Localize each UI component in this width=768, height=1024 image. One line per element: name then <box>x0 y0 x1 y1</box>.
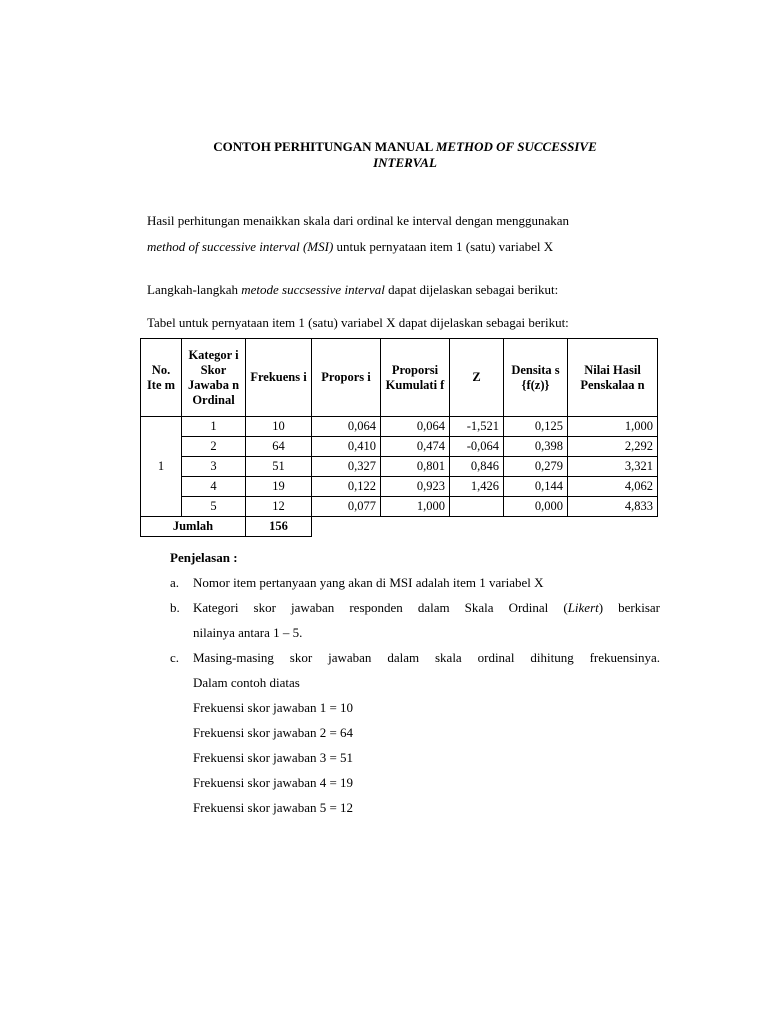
msi-table <box>140 338 658 537</box>
list-marker-b: b. <box>170 600 180 615</box>
b-line1-italic: Likert <box>567 600 599 615</box>
intro-line2-italic: method of successive interval (MSI) <box>147 239 334 254</box>
header-kategori: Kategor i Skor Jawaba n Ordinal <box>182 339 246 417</box>
header-proporsi-kumulatif: Proporsi Kumulati f <box>381 339 450 417</box>
cell-densitas: 0,125 <box>504 417 568 437</box>
cell-proporsi: 0,064 <box>312 417 381 437</box>
table-row <box>141 457 658 477</box>
cell-z: -1,521 <box>450 417 504 437</box>
intro-line2 <box>147 234 659 260</box>
cell-nilai: 4,062 <box>568 477 658 497</box>
title-part2: METHOD OF SUCCESSIVE <box>435 139 597 154</box>
list-item-c <box>170 645 660 820</box>
frequency-line: Frekuensi skor jawaban 1 = 10 <box>193 700 354 715</box>
table-caption: Tabel untuk pernyataan item 1 (satu) variabel X dapat dijelaskan sebagai berikut: <box>147 315 569 330</box>
list-marker-a: a. <box>170 575 180 590</box>
cell-kategori: 2 <box>182 437 246 457</box>
cell-z: 1,426 <box>450 477 504 497</box>
cell-kumulatif: 1,000 <box>381 497 450 517</box>
table-row <box>141 417 658 437</box>
steps-post: dapat dijelaskan sebagai berikut: <box>384 282 559 297</box>
cell-proporsi: 0,327 <box>312 457 381 477</box>
table-row <box>141 477 658 497</box>
cell-proporsi: 0,122 <box>312 477 381 497</box>
cell-nilai: 4,833 <box>568 497 658 517</box>
cell-kategori: 1 <box>182 417 246 437</box>
title-part3: INTERVAL <box>373 155 437 170</box>
table-row <box>141 437 658 457</box>
explanation-section <box>170 545 660 820</box>
list-text-a: Nomor item pertanyaan yang akan di MSI adalah item 1 variabel X <box>193 575 544 590</box>
title-part1: CONTOH PERHITUNGAN MANUAL <box>213 139 436 154</box>
b-line1-post: ) berkisar <box>598 600 661 615</box>
cell-kumulatif: 0,474 <box>381 437 450 457</box>
cell-kumulatif: 0,923 <box>381 477 450 497</box>
steps-pre: Langkah-langkah <box>147 282 242 297</box>
list-item-a <box>170 570 660 595</box>
list-text-c-line2: Dalam contoh diatas <box>193 675 300 690</box>
header-densitas: Densita s {f(z)} <box>504 339 568 417</box>
intro-line1: Hasil perhitungan menaikkan skala dari ordinal ke interval dengan menggunakan <box>147 213 569 228</box>
cell-proporsi: 0,410 <box>312 437 381 457</box>
frequency-line: Frekuensi skor jawaban 4 = 19 <box>193 775 354 790</box>
document-title <box>150 139 660 171</box>
b-line1-pre: Kategori skor jawaban responden dalam Skala Ordinal ( <box>193 600 568 615</box>
cell-frekuensi: 10 <box>246 417 312 437</box>
cell-nilai: 3,321 <box>568 457 658 477</box>
cell-frekuensi: 64 <box>246 437 312 457</box>
steps-paragraph <box>147 277 659 303</box>
cell-kumulatif: 0,064 <box>381 417 450 437</box>
cell-nilai: 1,000 <box>568 417 658 437</box>
list-item-b <box>170 595 660 645</box>
blank-cell <box>312 517 658 537</box>
cell-densitas: 0,279 <box>504 457 568 477</box>
cell-z <box>450 497 504 517</box>
cell-z: -0,064 <box>450 437 504 457</box>
explanation-heading: Penjelasan : <box>170 550 238 565</box>
cell-kategori: 4 <box>182 477 246 497</box>
cell-densitas: 0,000 <box>504 497 568 517</box>
intro-line2-rest: untuk pernyataan item 1 (satu) variabel X <box>333 239 554 254</box>
frequency-line: Frekuensi skor jawaban 3 = 51 <box>193 750 354 765</box>
total-label: Jumlah <box>141 517 246 537</box>
cell-kategori: 5 <box>182 497 246 517</box>
steps-italic: metode succsessive interval <box>241 282 385 297</box>
cell-densitas: 0,144 <box>504 477 568 497</box>
table-header-row <box>141 339 658 417</box>
header-frekuensi: Frekuens i <box>246 339 312 417</box>
cell-kumulatif: 0,801 <box>381 457 450 477</box>
total-value: 156 <box>246 517 312 537</box>
header-nilai-hasil: Nilai Hasil Penskalaa n <box>568 339 658 417</box>
cell-frekuensi: 12 <box>246 497 312 517</box>
cell-z: 0,846 <box>450 457 504 477</box>
header-z: Z <box>450 339 504 417</box>
cell-nilai: 2,292 <box>568 437 658 457</box>
item-number-cell: 1 <box>141 417 182 517</box>
list-marker-c: c. <box>170 650 180 665</box>
cell-densitas: 0,398 <box>504 437 568 457</box>
cell-frekuensi: 19 <box>246 477 312 497</box>
list-text-b-line1 <box>193 595 660 620</box>
list-text-c-line1: Masing-masing skor jawaban dalam skala ordinal dihitung frekuensinya. <box>193 650 660 665</box>
frequency-line: Frekuensi skor jawaban 2 = 64 <box>193 725 354 740</box>
table-row <box>141 497 658 517</box>
intro-paragraph <box>147 208 659 260</box>
header-no-item: No. Ite m <box>141 339 182 417</box>
header-proporsi: Propors i <box>312 339 381 417</box>
cell-proporsi: 0,077 <box>312 497 381 517</box>
frequency-line: Frekuensi skor jawaban 5 = 12 <box>193 800 354 815</box>
list-text-b-line2: nilainya antara 1 – 5. <box>193 625 303 640</box>
cell-kategori: 3 <box>182 457 246 477</box>
table-total-row <box>141 517 658 537</box>
cell-frekuensi: 51 <box>246 457 312 477</box>
